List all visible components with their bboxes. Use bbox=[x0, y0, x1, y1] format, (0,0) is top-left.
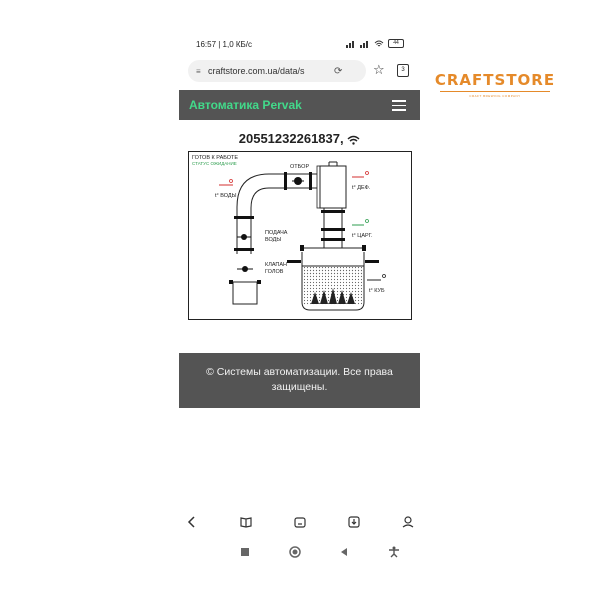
recent-apps-icon[interactable] bbox=[240, 547, 250, 557]
status-icons bbox=[346, 39, 404, 48]
logo-divider bbox=[440, 91, 550, 92]
reload-icon[interactable]: ⟳ bbox=[334, 65, 343, 77]
site-info-icon[interactable]: ≡ bbox=[196, 66, 201, 76]
otbor-label: ОТБОР bbox=[290, 164, 310, 170]
tsarg-sensor-icon bbox=[366, 220, 369, 223]
heads-valve-label: КЛАПАН bbox=[265, 262, 288, 268]
t-tsarg-label: t° ЦАРГ. bbox=[352, 233, 373, 239]
status-time: 16:57 | 1,0 КБ/с bbox=[196, 40, 253, 49]
dephlegmator bbox=[317, 162, 346, 208]
water-supply-valve-icon[interactable] bbox=[241, 234, 247, 240]
otbor-flange bbox=[309, 172, 312, 190]
collection-jar bbox=[229, 280, 261, 304]
kub-sensor-icon bbox=[383, 275, 386, 278]
signal-icon-2 bbox=[360, 40, 370, 48]
t-def-label: t° ДЕФ. bbox=[352, 185, 371, 191]
column bbox=[321, 208, 345, 248]
profile-icon[interactable] bbox=[401, 515, 415, 529]
site-title[interactable]: Автоматика Pervak bbox=[189, 98, 302, 112]
def-sensor-icon bbox=[366, 172, 369, 175]
water-temp-sensor-icon bbox=[230, 180, 233, 183]
state-text: ГОТОВ К РАБОТЕ bbox=[192, 155, 239, 161]
site-header bbox=[179, 90, 420, 120]
bookmark-star-icon[interactable]: ☆ bbox=[373, 62, 385, 77]
home-icon[interactable] bbox=[293, 515, 307, 529]
t-kub-label: t° КУБ bbox=[369, 288, 385, 294]
device-id-heading bbox=[179, 131, 420, 146]
site-footer bbox=[179, 353, 420, 408]
water-temp-label: t° ВОДЫ bbox=[215, 193, 237, 199]
heads-valve-icon[interactable] bbox=[242, 266, 248, 272]
menu-icon[interactable] bbox=[392, 100, 406, 114]
accessibility-icon[interactable] bbox=[388, 546, 400, 558]
download-icon[interactable] bbox=[347, 515, 361, 529]
browser-bottom-bar bbox=[185, 513, 415, 531]
address-bar[interactable] bbox=[188, 60, 366, 82]
battery-icon: 44 bbox=[388, 39, 404, 48]
signal-icon bbox=[346, 40, 356, 48]
water-supply-label-2: ВОДЫ bbox=[265, 237, 282, 243]
water-supply-label: ПОДАЧА bbox=[265, 230, 288, 236]
system-nav-bar bbox=[240, 545, 400, 559]
logo-subtext: CRAFT BREWING COMPANY bbox=[469, 94, 521, 98]
wifi-icon bbox=[374, 40, 384, 48]
wifi-icon bbox=[347, 135, 360, 145]
back-triangle-icon[interactable] bbox=[339, 547, 349, 557]
tabs-count-button[interactable]: 3 bbox=[397, 64, 409, 77]
footer-text: © Системы автоматизации. Все права защищены. bbox=[206, 366, 393, 393]
logo-text: CRAFTSTORE bbox=[434, 71, 556, 89]
book-icon[interactable] bbox=[239, 515, 253, 529]
device-id: 20551232261837, bbox=[238, 131, 344, 146]
status-text: СТАТУС ОЖИДАНИЕ bbox=[192, 161, 237, 166]
pipe-clamp bbox=[234, 248, 254, 251]
back-icon[interactable] bbox=[185, 515, 199, 529]
otbor-flange bbox=[284, 172, 287, 190]
craftstore-logo bbox=[434, 71, 556, 98]
heads-valve-label-2: ГОЛОВ bbox=[265, 269, 284, 275]
pipe-clamp bbox=[234, 216, 254, 219]
url-text[interactable]: craftstore.com.ua/data/s bbox=[208, 66, 305, 76]
distillation-diagram bbox=[188, 151, 412, 320]
home-circle-icon[interactable] bbox=[289, 546, 301, 558]
